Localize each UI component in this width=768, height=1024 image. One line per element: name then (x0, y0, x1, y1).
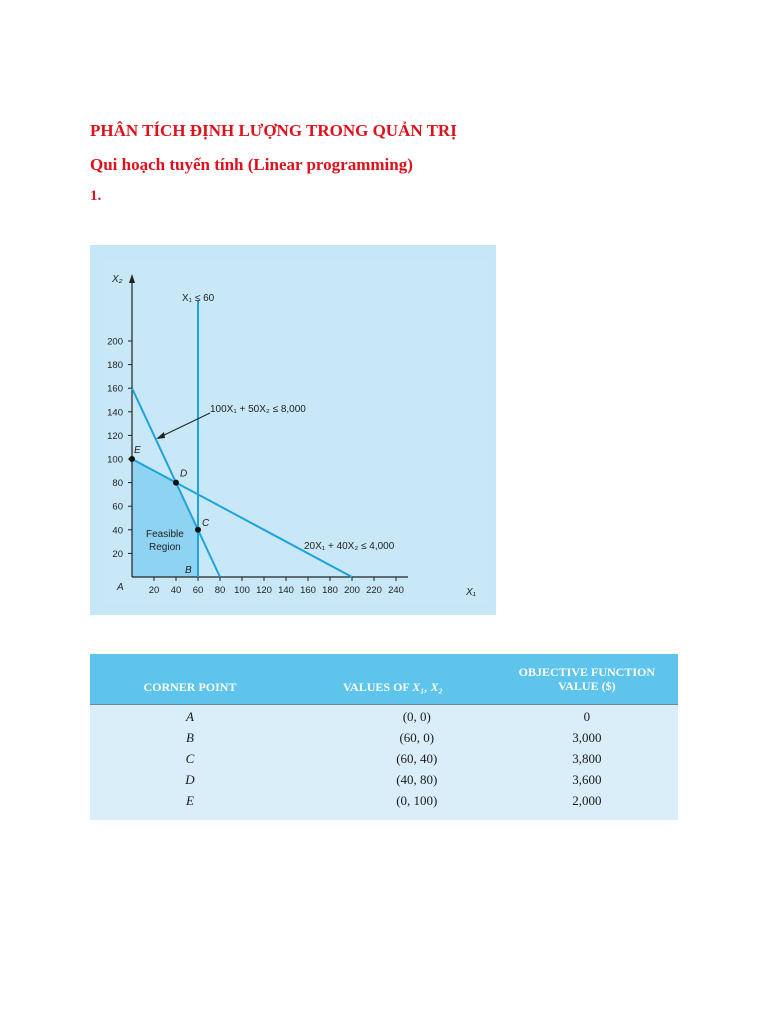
x-axis-label: X₁ (466, 587, 476, 598)
corner-point-c (195, 527, 201, 533)
corner-label-d: D (180, 468, 188, 480)
table-row (90, 727, 678, 748)
origin-label: A (117, 582, 124, 593)
corner-label-e: E (134, 445, 141, 456)
cell-point: D (185, 771, 195, 787)
y-tick-label: 160 (107, 383, 123, 395)
cell-values: (40, 80) (396, 771, 438, 787)
problem-number: 1. (90, 188, 102, 204)
y-tick-label: 80 (112, 478, 123, 490)
y-tick-label: 100 (107, 454, 123, 466)
page-subtitle: Qui hoạch tuyến tính (Linear programming) (90, 155, 413, 174)
x-tick-label: 200 (344, 585, 360, 596)
x-tick-label: 60 (192, 585, 204, 596)
y-tick-label: 200 (107, 336, 123, 348)
cell-values: (60, 40) (396, 750, 438, 766)
col-header-values-prefix: VALUES OF (342, 680, 413, 694)
x-tick-label: 160 (300, 585, 316, 596)
cell-objective: 2,000 (572, 792, 602, 808)
cell-objective: 3,800 (572, 750, 602, 766)
corner-point-table (90, 654, 678, 820)
table-header-row (90, 654, 678, 705)
x1-limit-label: X₁ ≤ 60 (182, 293, 215, 304)
y-tick-label: 40 (112, 525, 123, 537)
y-tick-label: 140 (107, 407, 123, 419)
y-axis-label: X₂ (112, 274, 123, 285)
corner-point-e (129, 456, 135, 462)
table-row (90, 769, 678, 790)
cell-values: (60, 0) (399, 729, 435, 745)
x-tick-label: 100 (234, 585, 250, 596)
x-tick-label: 220 (366, 585, 382, 596)
corner-label-c: C (202, 517, 210, 529)
corner-point-d (173, 480, 179, 486)
y-tick-label: 20 (112, 548, 123, 560)
cell-objective: 3,000 (572, 729, 602, 745)
col-header-values-vars: X₁, X₂ (412, 680, 443, 694)
cell-point: B (185, 729, 194, 745)
x-tick-label: 80 (214, 585, 226, 596)
cell-objective: 0 (583, 708, 591, 724)
col-header-objective: OBJECTIVE FUNCTION VALUE ($) (496, 654, 678, 705)
x-tick-label: 40 (170, 585, 182, 596)
x-tick-label: 120 (256, 585, 272, 596)
table-row (90, 790, 678, 811)
x-tick-label: 20 (148, 585, 160, 596)
cell-point: C (185, 750, 195, 766)
table-row (90, 705, 678, 728)
constraint-2-label: 20X₁ + 40X₂ ≤ 4,000 (304, 541, 395, 552)
x-tick-label: 140 (278, 585, 294, 596)
corner-label-b: B (185, 565, 192, 576)
x-tick-label: 240 (388, 585, 404, 596)
x-tick-label: 180 (322, 585, 338, 596)
y-tick-label: 60 (112, 501, 123, 513)
y-tick-label: 120 (107, 430, 123, 442)
cell-objective: 3,600 (572, 771, 602, 787)
cell-values: (0, 100) (396, 792, 438, 808)
y-tick-label: 180 (107, 360, 123, 372)
col-header-values (290, 654, 496, 705)
col-header-corner: CORNER POINT (90, 654, 290, 705)
page-title: PHÂN TÍCH ĐỊNH LƯỢNG TRONG QUẢN TRỊ (90, 121, 457, 140)
cell-point: E (185, 792, 194, 808)
cell-point: A (185, 708, 194, 724)
feasible-label-line: Feasible (146, 529, 184, 540)
feasible-label-line: Region (149, 542, 181, 553)
cell-values: (0, 0) (402, 708, 431, 724)
lp-graph-figure (90, 245, 496, 615)
lp-graph (90, 245, 496, 615)
constraint-1-label: 100X₁ + 50X₂ ≤ 8,000 (210, 404, 306, 415)
table-row (90, 748, 678, 769)
